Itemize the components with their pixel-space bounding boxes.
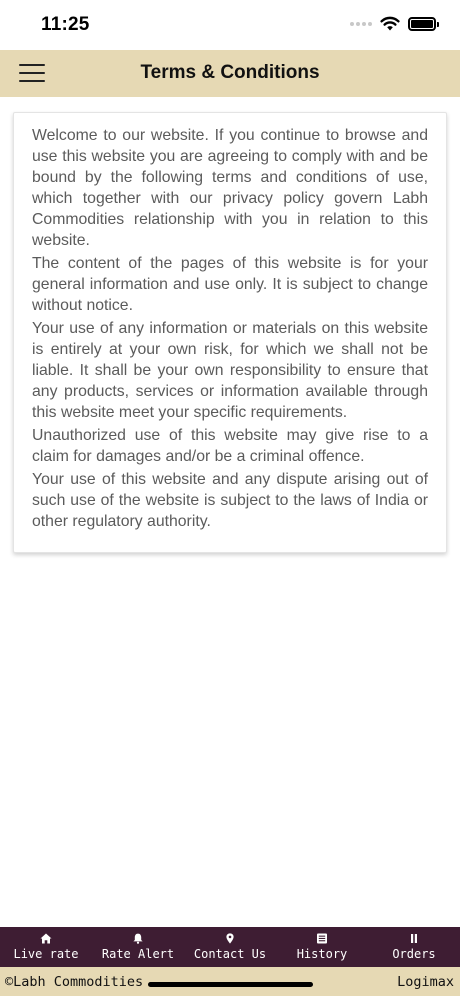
terms-content-card (13, 112, 447, 553)
home-icon (40, 933, 52, 944)
app-header (0, 50, 460, 97)
page-title: Terms & Conditions (140, 62, 320, 83)
nav-label: Live rate (13, 947, 79, 961)
bottom-nav (0, 927, 460, 967)
battery-icon (408, 17, 436, 31)
nav-label: History (296, 947, 348, 961)
status-time: 11:25 (41, 14, 90, 35)
status-bar (0, 0, 460, 50)
terms-paragraph: Your use of any information or materials on this website is entirely at your own risk, for which we shall not be liable. It shall be your own responsibility to ensure that any products, services or information available through this website meet your specific requirements. (32, 320, 428, 421)
terms-paragraph: Your use of this website and any dispute arising out of such use of the website is subject to the laws of India or other regulatory authority. (32, 471, 428, 530)
nav-label: Rate Alert (101, 947, 175, 961)
footer-copyright: ©Labh Commodities (5, 974, 144, 990)
terms-paragraph: Unauthorized use of this website may give rise to a claim for damages and/or be a criminal offence. (32, 427, 428, 465)
status-icons (350, 16, 436, 31)
terms-paragraph: Welcome to our website. If you continue to browse and use this website you are agreeing to comply with and be bound by the following terms and conditions of use, which together with our privacy policy govern Labh Commodities relationship with you in relation to this website. (32, 127, 428, 249)
nav-item-history[interactable] (276, 927, 368, 967)
bell-icon (132, 933, 144, 944)
nav-label: Orders (392, 947, 436, 961)
home-indicator[interactable] (148, 982, 313, 987)
list-icon (316, 933, 328, 944)
terms-paragraph: The content of the pages of this website is for your general information and use only. It is subject to change without notice. (32, 255, 428, 314)
pause-icon (408, 933, 420, 944)
footer-brand: Logimax (397, 974, 454, 990)
cellular-signal-icon (350, 22, 372, 26)
location-pin-icon (224, 933, 236, 944)
nav-item-live-rate[interactable] (0, 927, 92, 967)
wifi-icon (380, 16, 400, 31)
nav-label: Contact Us (193, 947, 267, 961)
nav-item-contact-us[interactable] (184, 927, 276, 967)
nav-item-orders[interactable] (368, 927, 460, 967)
nav-item-rate-alert[interactable] (92, 927, 184, 967)
